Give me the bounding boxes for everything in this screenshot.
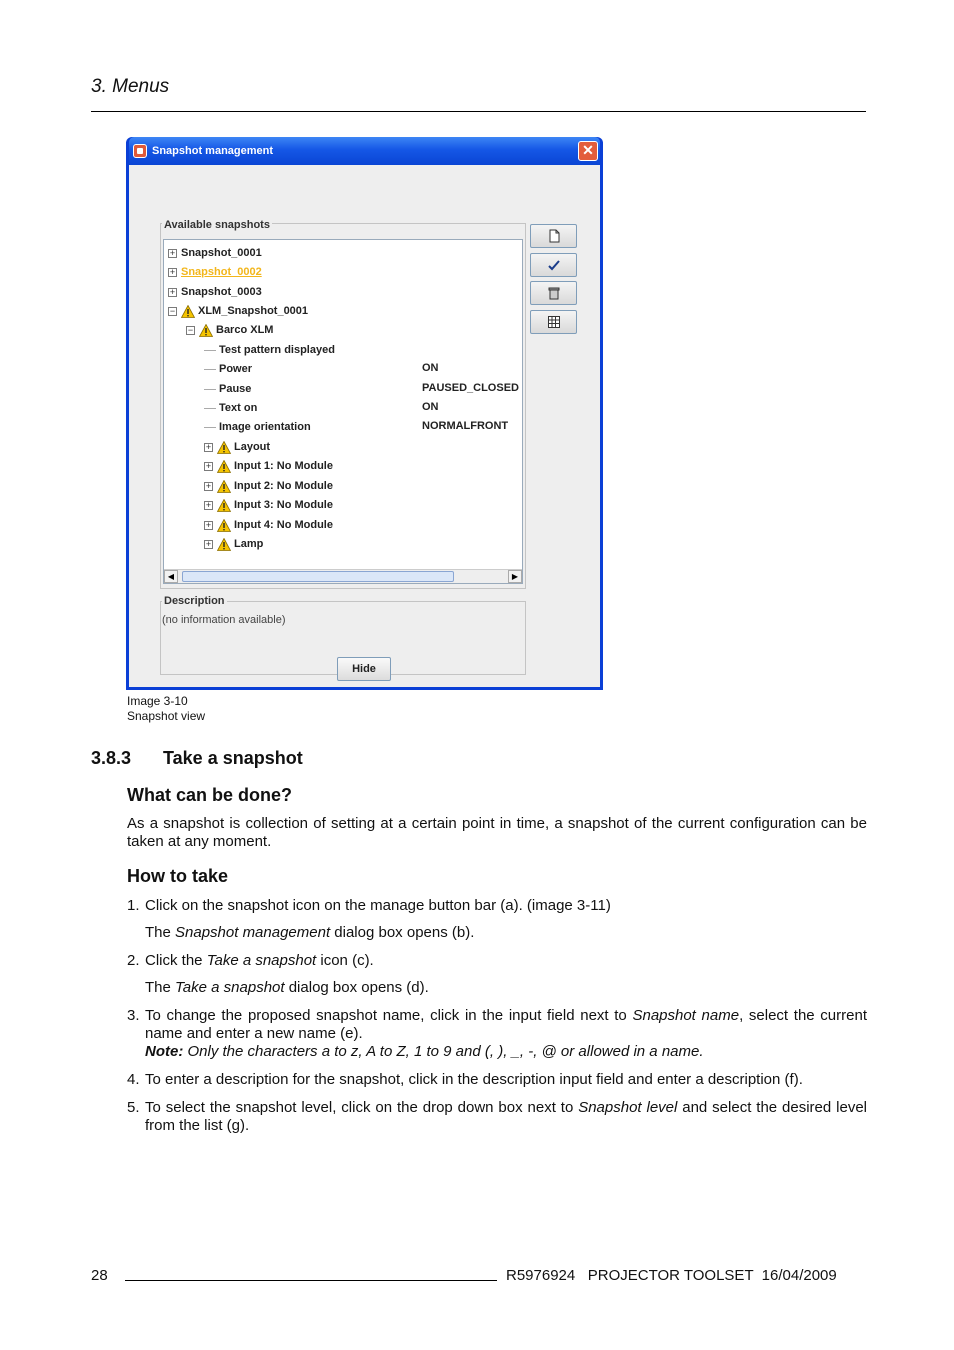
how-heading: How to take bbox=[127, 866, 229, 886]
checkmark-icon bbox=[547, 258, 561, 272]
step-3: 3. To change the proposed snapshot name, click in the input field next to Snapshot name, select the current name and enter a new name (e). Note: Only the characters a to z, A to Z, 1 to 9 and (, ), _, -, @ or allowed in a name. bbox=[127, 1007, 867, 1060]
tree-row-input-1[interactable]: + Input 1: No Module bbox=[205, 460, 333, 472]
what-text: As a snapshot is collection of setting at a certain point in time, a snapshot of the current configuration can be taken at any moment. bbox=[127, 815, 867, 850]
expand-icon[interactable]: + bbox=[205, 460, 212, 471]
tree-row-snapshot-0002[interactable]: + Snapshot_0002 bbox=[169, 266, 262, 278]
new-snapshot-button[interactable] bbox=[530, 224, 577, 248]
tree-row-barco-xlm[interactable]: − Barco XLM bbox=[187, 324, 274, 336]
step-1-result: The Snapshot management dialog box opens (b). bbox=[145, 924, 475, 941]
tree-row-input-3[interactable]: + Input 3: No Module bbox=[205, 499, 333, 511]
expand-icon[interactable]: + bbox=[205, 441, 212, 452]
footer-doc-info: R5976924 PROJECTOR TOOLSET 16/04/2009 bbox=[506, 1267, 837, 1284]
section-heading bbox=[91, 748, 303, 769]
tree-leaf-text-on[interactable]: Text on ON bbox=[204, 399, 520, 417]
description-text: (no information available) bbox=[162, 614, 286, 626]
scroll-left-icon[interactable]: ◀ bbox=[164, 570, 178, 583]
image-orientation-value: NORMALFRONT bbox=[422, 420, 509, 432]
expand-icon[interactable]: + bbox=[205, 519, 212, 530]
tree-row-snapshot-0003[interactable]: + Snapshot_0003 bbox=[169, 286, 262, 298]
tree-leaf-test-pattern[interactable]: Test pattern displayed bbox=[204, 341, 335, 359]
new-document-icon bbox=[547, 229, 561, 243]
warning-icon bbox=[217, 441, 231, 454]
warning-icon bbox=[181, 305, 195, 318]
page-number: 28 bbox=[91, 1267, 108, 1284]
apply-snapshot-button[interactable] bbox=[530, 253, 577, 277]
step-1: 1. Click on the snapshot icon on the manage button bar (a). (image 3-11) bbox=[127, 897, 611, 914]
expand-icon[interactable]: + bbox=[169, 266, 176, 277]
warning-icon bbox=[217, 538, 231, 551]
tree-row-layout[interactable]: + Layout bbox=[205, 441, 271, 453]
description-label: Description bbox=[164, 595, 225, 607]
step-3-note: Note: Only the characters a to z, A to Z, 1 to 9 and (, ), _, -, @ or allowed in a name. bbox=[145, 1043, 704, 1060]
horizontal-scrollbar[interactable] bbox=[164, 569, 522, 583]
available-snapshots-label: Available snapshots bbox=[164, 219, 270, 231]
tree-row-lamp[interactable]: + Lamp bbox=[205, 538, 264, 550]
tree-leaf-image-orientation[interactable]: Image orientation NORMALFRONT bbox=[204, 418, 520, 436]
expand-icon[interactable]: + bbox=[205, 480, 212, 491]
trash-icon bbox=[547, 286, 561, 300]
close-button[interactable]: ✕ bbox=[578, 141, 598, 161]
expand-icon[interactable]: + bbox=[169, 247, 176, 258]
power-value: ON bbox=[422, 362, 439, 374]
collapse-icon[interactable]: − bbox=[169, 305, 176, 316]
tree-row-input-4[interactable]: + Input 4: No Module bbox=[205, 519, 333, 531]
step-5: 5. To select the snapshot level, click on the drop down box next to Snapshot level and select the desired level from the list (g). bbox=[127, 1099, 867, 1134]
dialog-client bbox=[129, 165, 600, 687]
image-number: Image 3-10 bbox=[127, 694, 188, 708]
snapshot-management-dialog bbox=[126, 137, 603, 690]
grid-icon bbox=[547, 315, 561, 329]
expand-icon[interactable]: + bbox=[205, 538, 212, 549]
dialog-title: Snapshot management bbox=[152, 145, 274, 157]
section-number: 3.8.3 bbox=[91, 748, 132, 768]
pause-value: PAUSED_CLOSED bbox=[422, 382, 519, 394]
collapse-icon[interactable]: − bbox=[187, 324, 194, 335]
image-caption: Snapshot view bbox=[127, 709, 206, 723]
header-rule bbox=[91, 111, 866, 112]
dialog-titlebar bbox=[129, 137, 600, 165]
step-2-result: The Take a snapshot dialog box opens (d). bbox=[145, 979, 429, 996]
warning-icon bbox=[199, 324, 213, 337]
tree-row-xlm-snapshot[interactable]: − XLM_Snapshot_0001 bbox=[169, 305, 309, 317]
expand-icon[interactable]: + bbox=[169, 286, 176, 297]
tree-leaf-pause[interactable]: Pause PAUSED_CLOSED bbox=[204, 380, 520, 398]
delete-snapshot-button[interactable] bbox=[530, 281, 577, 305]
tree-leaf-power[interactable]: Power ON bbox=[204, 360, 520, 378]
warning-icon bbox=[217, 460, 231, 473]
tree-row-input-2[interactable]: + Input 2: No Module bbox=[205, 480, 333, 492]
properties-button[interactable] bbox=[530, 310, 577, 334]
scroll-right-icon[interactable]: ▶ bbox=[508, 570, 522, 583]
footer-rule bbox=[125, 1280, 497, 1281]
chapter-heading: 3. Menus bbox=[91, 76, 170, 97]
step-4: 4. To enter a description for the snapshot, click in the description input field and enter a description (f). bbox=[127, 1071, 803, 1088]
tree-row-snapshot-0001[interactable]: + Snapshot_0001 bbox=[169, 247, 262, 259]
snapshot-tree[interactable] bbox=[163, 239, 523, 584]
scroll-thumb[interactable] bbox=[182, 571, 454, 582]
step-2: 2. Click the Take a snapshot icon (c). bbox=[127, 952, 374, 969]
warning-icon bbox=[217, 519, 231, 532]
what-heading: What can be done? bbox=[127, 785, 293, 805]
warning-icon bbox=[217, 499, 231, 512]
section-title: Take a snapshot bbox=[163, 748, 303, 768]
expand-icon[interactable]: + bbox=[205, 499, 212, 510]
app-icon bbox=[133, 144, 147, 158]
hide-button[interactable]: Hide bbox=[337, 657, 391, 681]
warning-icon bbox=[217, 480, 231, 493]
text-on-value: ON bbox=[422, 401, 439, 413]
